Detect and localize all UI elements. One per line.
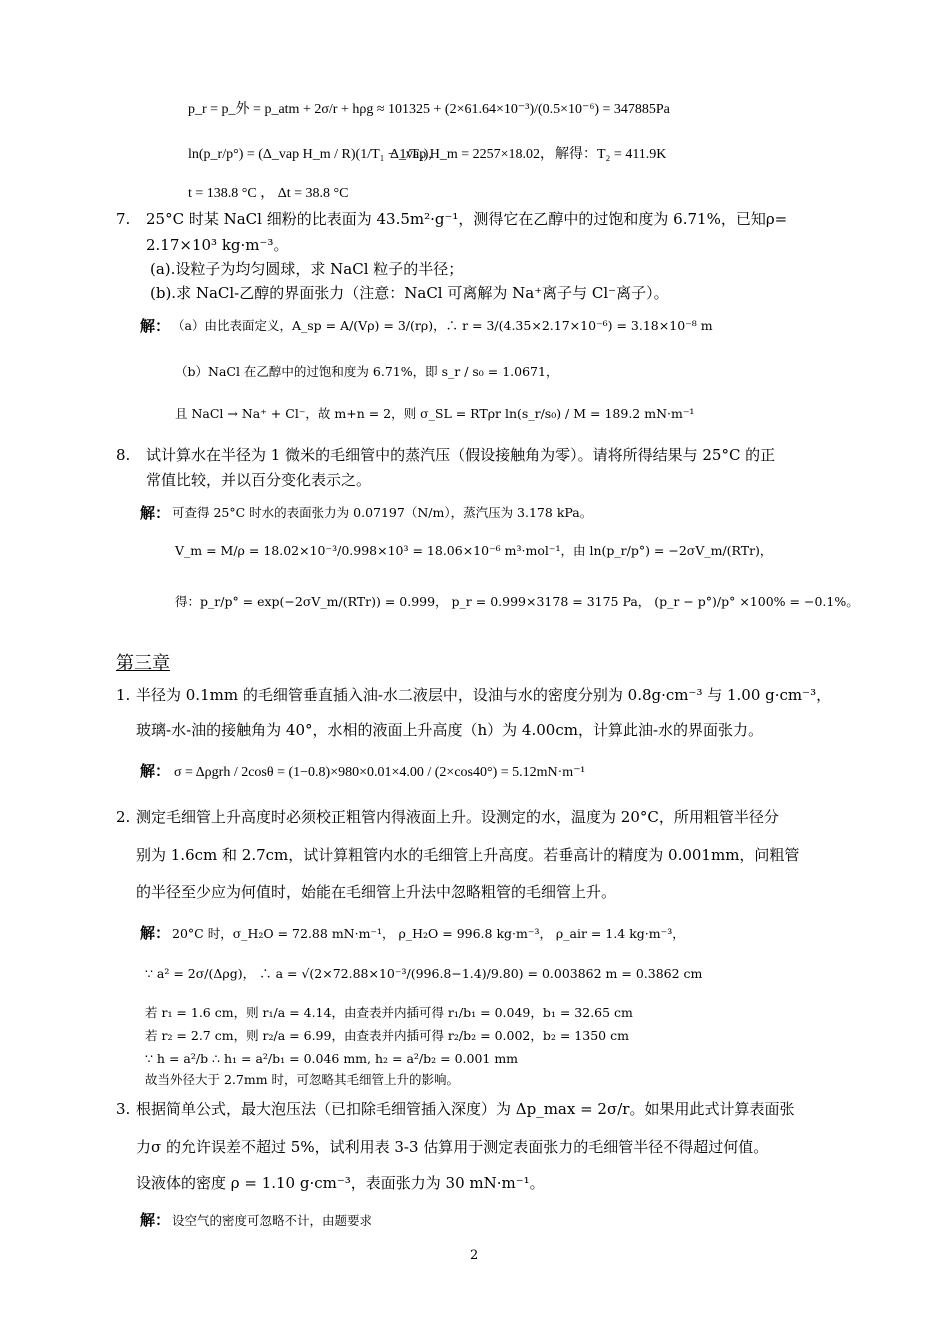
equation-enthalpy: Δ_vap H_m = 2257×18.02，: [390, 147, 555, 162]
equation-clausius: ln(p_r/p°) = (Δ_vap H_m / R)(1/T₁ − 1/T₂),: [188, 147, 432, 162]
c3-text-line2: 力σ 的允许误差不超过 5%，试利用表 3-3 估算用于测定表面张力的毛细管半径不得超过何值。: [136, 1138, 769, 1156]
c2-number: 2.: [116, 808, 131, 826]
c3-text-line1: 根据简单公式，最大泡压法（已扣除毛细管插入深度）为 Δp_max = 2σ/r。如果用此式计算表面张: [136, 1100, 795, 1118]
c2-solution-label: 解：: [140, 924, 171, 942]
equation-pressure: p_r = p_外 = p_atm + 2σ/r + hρg ≈ 101325 + (2×61.64×10⁻³)/(0.5×10⁻⁶) = 347885Pa: [188, 102, 670, 117]
c2-text-line2: 别为 1.6cm 和 2.7cm，试计算粗管内水的毛细管上升高度。若垂高计的精度为 0.001mm，问粗管: [136, 846, 800, 864]
c1-solution-label: 解：: [140, 762, 171, 780]
chapter-heading: 第三章: [116, 653, 170, 674]
q8-text-line1: 试计算水在半径为 1 微米的毛细管中的蒸汽压（假设接触角为零）。请将所得结果与 25°C 的正: [146, 446, 776, 464]
q7-solution-label: 解：: [140, 317, 171, 335]
c2-solution-line2: ∵ a² = 2σ/(Δρg)， ∴ a = √(2×72.88×10⁻³/(996.8−1.4)/9.80) = 0.003862 m = 0.3862 cm: [145, 966, 703, 981]
c3-number: 3.: [116, 1100, 131, 1118]
q7-part-b: (b).求 NaCl-乙醇的界面张力（注意：NaCl 可离解为 Na⁺离子与 Cl⁻离子）。: [150, 284, 669, 302]
q7-solution-b2: 且 NaCl → Na⁺ + Cl⁻，故 m+n = 2，则 σ_SL = RTρr ln(s_r/s₀) / M = 189.2 mN·m⁻¹: [175, 406, 695, 421]
q7-part-a: (a).设粒子为均匀圆球，求 NaCl 粒子的半径；: [150, 260, 464, 278]
q8-solution-line3: 得：p_r/p° = exp(−2σV_m/(RTr)) = 0.999， p_r = 0.999×3178 = 3175 Pa， (p_r − p°)/p° ×100% = −0.1%。: [175, 594, 859, 609]
c3-solution-label: 解：: [140, 1211, 171, 1229]
c2-solution-line6: 故当外径大于 2.7mm 时，可忽略其毛细管上升的影响。: [145, 1072, 460, 1087]
q8-solution-line2: V_m = M/ρ = 18.02×10⁻³/0.998×10³ = 18.06×10⁻⁶ m³·mol⁻¹，由 ln(p_r/p°) = −2σV_m/(RTr)，: [175, 543, 773, 558]
c2-solution-line4: 若 r₂ = 2.7 cm，则 r₂/a = 6.99，由查表并内插可得 r₂/b₂ = 0.002，b₂ = 1350 cm: [145, 1028, 629, 1043]
c1-number: 1.: [116, 686, 131, 704]
c2-text-line3: 的半径至少应为何值时，始能在毛细管上升法中忽略粗管的毛细管上升。: [136, 883, 617, 901]
c1-solution: σ = Δρgrh / 2cosθ = (1−0.8)×980×0.01×4.00 / (2×cos40°) = 5.12mN·m⁻¹: [174, 765, 585, 780]
q8-solution-label: 解：: [140, 504, 171, 522]
c2-text-line1: 测定毛细管上升高度时必须校正粗管内得液面上升。设测定的水，温度为 20°C，所用粗管半径分: [136, 808, 779, 826]
c3-solution-line1: 设空气的密度可忽略不计，由题要求: [172, 1213, 373, 1228]
q7-text-line1: 25°C 时某 NaCl 细粉的比表面为 43.5m²·g⁻¹，测得它在乙醇中的过饱和度为 6.71%，已知ρ=: [146, 210, 788, 228]
q7-solution-b1: （b）NaCl 在乙醇中的过饱和度为 6.71%，即 s_r / s₀ = 1.0671，: [175, 364, 559, 379]
q7-solution-a: （a）由比表面定义，A_sp = A/(Vρ) = 3/(rρ)，∴ r = 3/(4.35×2.17×10⁻⁶) = 3.18×10⁻⁸ m: [172, 318, 713, 333]
c2-solution-line1: 20°C 时，σ_H₂O = 72.88 mN·m⁻¹， ρ_H₂O = 996.8 kg·m⁻³， ρ_air = 1.4 kg·m⁻³，: [172, 926, 685, 941]
q8-solution-line1: 可查得 25°C 时水的表面张力为 0.07197（N/m），蒸汽压为 3.178 kPa。: [172, 505, 593, 520]
equation-temperature: t = 138.8 °C ， Δt = 38.8 °C: [188, 186, 349, 201]
q8-text-line2: 常值比较，并以百分变化表示之。: [146, 471, 372, 489]
c2-solution-line5: ∵ h = a²/b ∴ h₁ = a²/b₁ = 0.046 mm, h₂ = a²/b₂ = 0.001 mm: [145, 1051, 519, 1066]
c1-text-line1: 半径为 0.1mm 的毛细管垂直插入油-水二液层中，设油与水的密度分别为 0.8g·cm⁻³ 与 1.00 g·cm⁻³，: [136, 686, 832, 704]
c3-text-line3: 设液体的密度 ρ = 1.10 g·cm⁻³，表面张力为 30 mN·m⁻¹。: [136, 1174, 545, 1192]
question-number-8: 8.: [116, 446, 131, 464]
question-number-7: 7.: [116, 210, 131, 228]
page-number: 2: [470, 1248, 479, 1263]
q7-text-line2: 2.17×10³ kg·m⁻³。: [146, 236, 289, 254]
c1-text-line2: 玻璃-水-油的接触角为 40°，水相的液面上升高度（h）为 4.00cm，计算此油-水的界面张力。: [136, 721, 764, 739]
c2-solution-line3: 若 r₁ = 1.6 cm，则 r₁/a = 4.14，由查表并内插可得 r₁/b₁ = 0.049，b₁ = 32.65 cm: [145, 1005, 633, 1020]
equation-result-t2: 解得：T₂ = 411.9K: [555, 147, 667, 162]
